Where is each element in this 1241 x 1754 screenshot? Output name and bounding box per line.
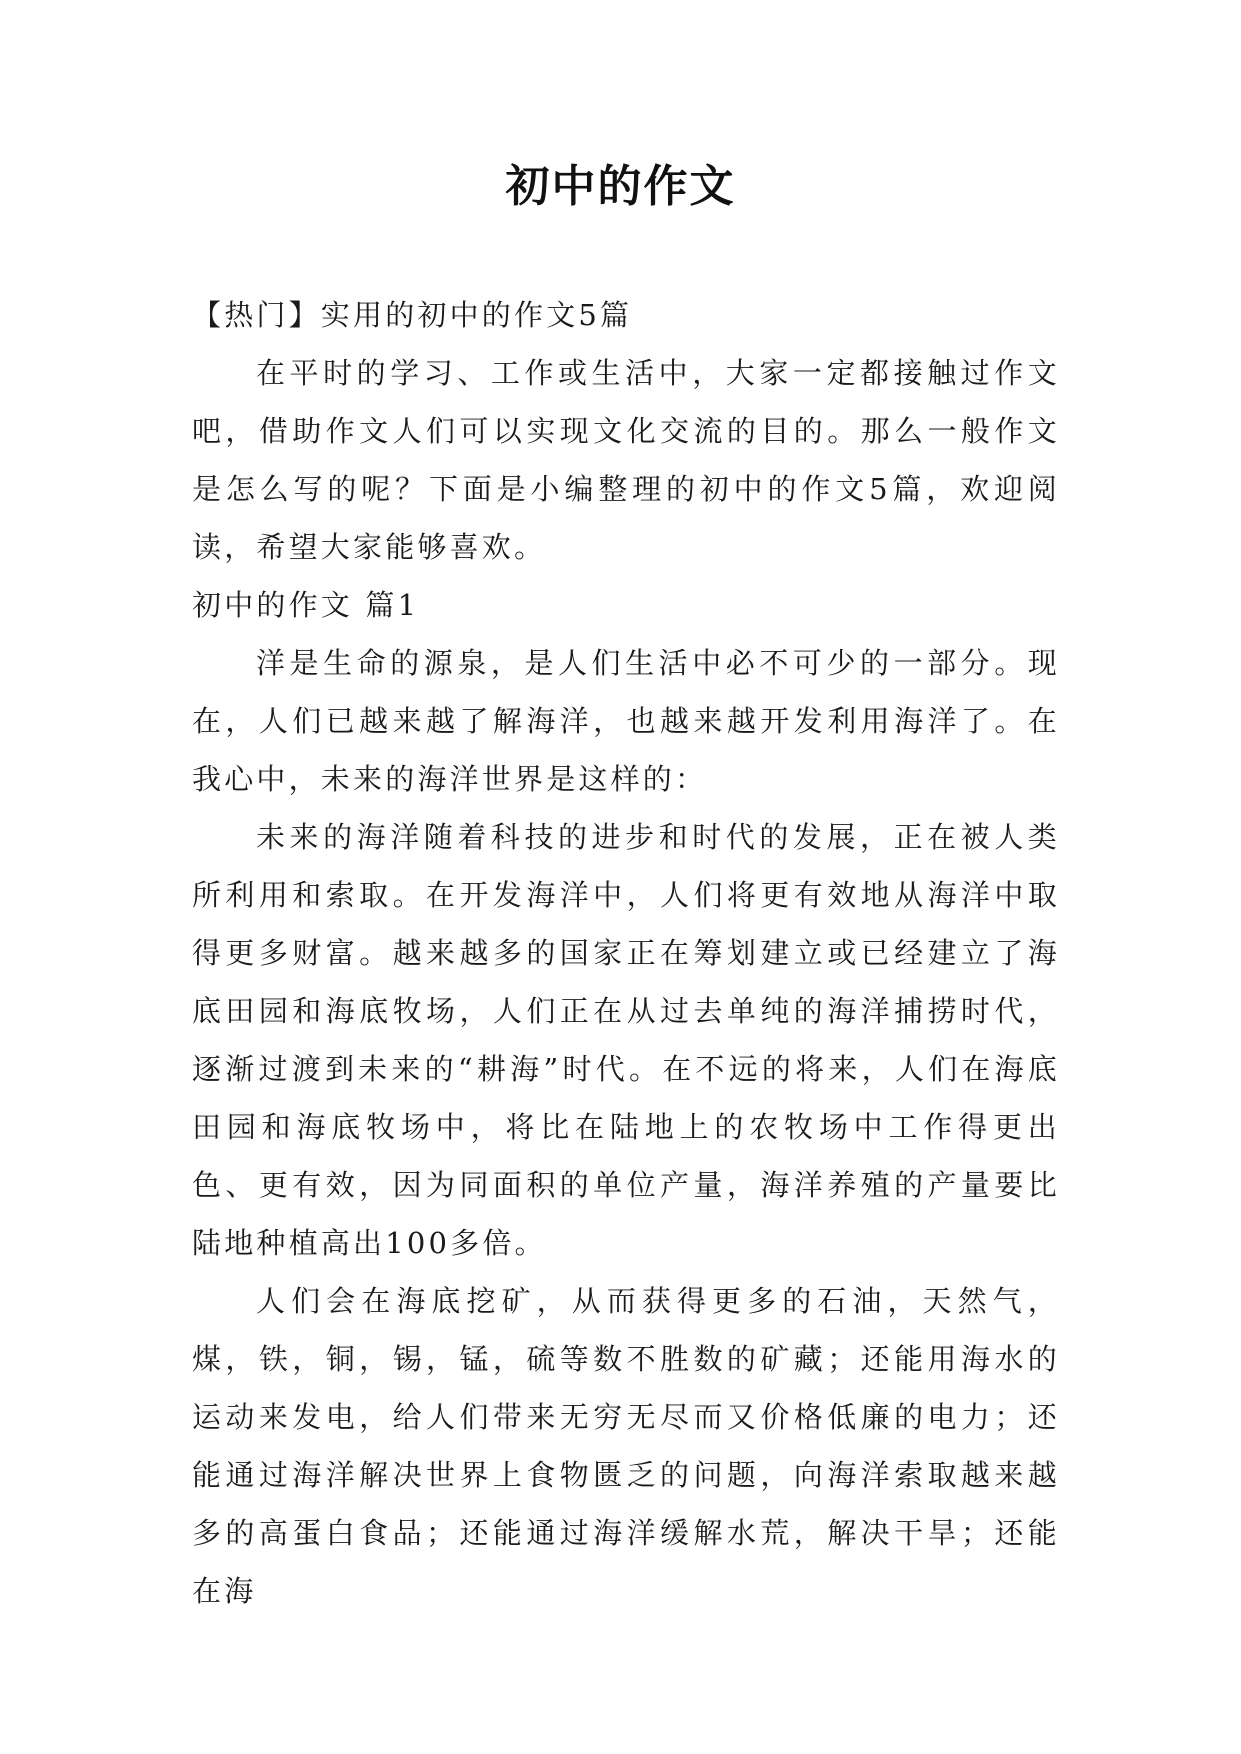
body-paragraph: 洋是生命的源泉，是人们生活中必不可少的一部分。现在，人们已越来越了解海洋，也越来越开发利用海洋了。在我心中，未来的海洋世界是这样的： xyxy=(192,646,1060,796)
body-paragraph: 人们会在海底挖矿，从而获得更多的石油，天然气，煤，铁，铜，锡，锰，硫等数不胜数的矿藏；还能用海水的运动来发电，给人们带来无穷无尽而又价格低廉的电力；还能通过海洋解决世界上食物匮乏的问题，向海洋索取越来越多的高蛋白食品；还能通过海洋缓解水荒，解决干旱；还能在海 xyxy=(192,1284,1060,1608)
document-subtitle: 【热门】实用的初中的作文5篇 xyxy=(192,298,633,332)
intro-paragraph: 在平时的学习、工作或生活中，大家一定都接触过作文吧，借助作文人们可以实现文化交流的目的。那么一般作文是怎么写的呢？下面是小编整理的初中的作文5篇，欢迎阅读，希望大家能够喜欢。 xyxy=(192,356,1060,564)
document-body xyxy=(192,286,1060,1620)
section-heading: 初中的作文 篇1 xyxy=(192,588,420,622)
document-title: 初中的作文 xyxy=(505,161,736,212)
body-paragraph: 未来的海洋随着科技的进步和时代的发展，正在被人类所利用和索取。在开发海洋中，人们将更有效地从海洋中取得更多财富。越来越多的国家正在筹划建立或已经建立了海底田园和海底牧场，人们正在从过去单纯的海洋捕捞时代，逐渐过渡到未来的“耕海”时代。在不远的将来，人们在海底田园和海底牧场中，将比在陆地上的农牧场中工作得更出色、更有效，因为同面积的单位产量，海洋养殖的产量要比陆地种植高出100多倍。 xyxy=(192,820,1060,1260)
